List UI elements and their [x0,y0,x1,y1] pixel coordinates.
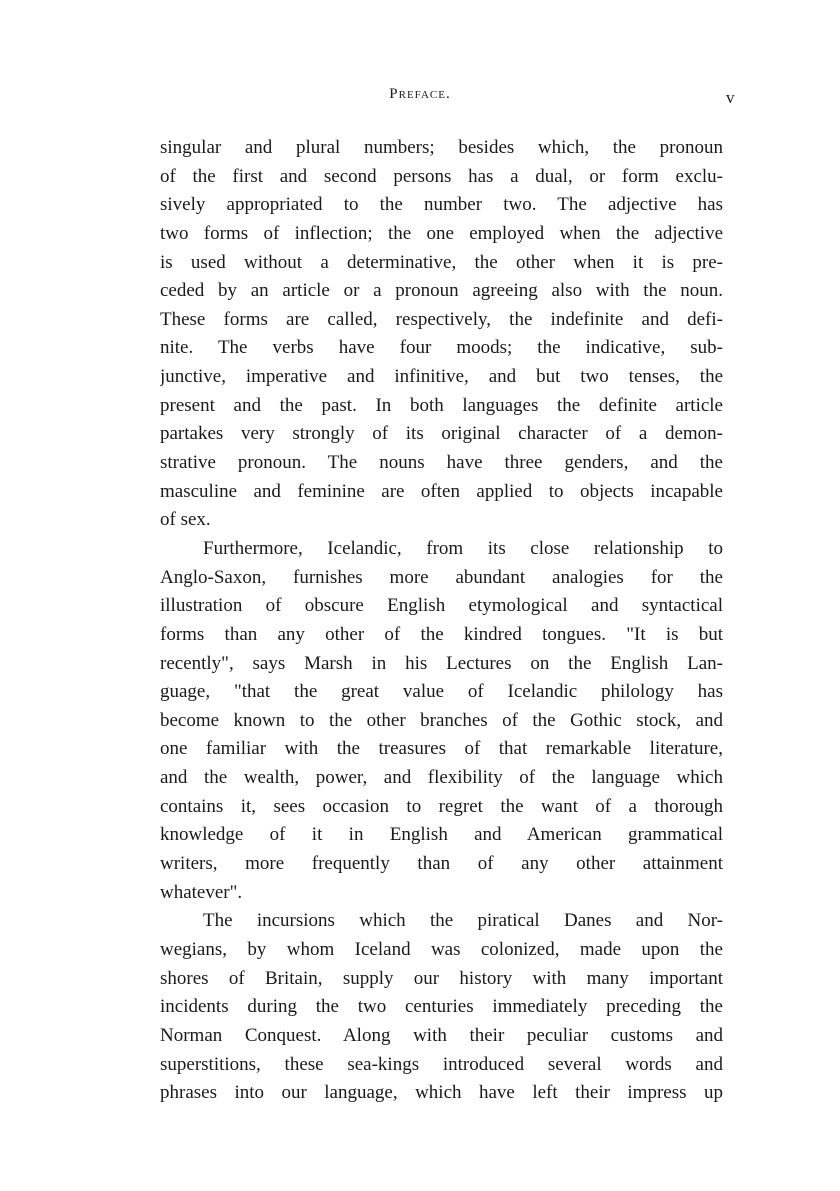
text-line: is used without a determinative, the other when it is pre- [160,251,723,273]
text-line: present and the past. In both languages the definite article [160,394,723,416]
text-line: masculine and feminine are often applied to objects incapable [160,480,723,502]
running-head: Preface. [389,86,451,102]
text-line: writers, more frequently than of any other attainment [160,853,723,875]
text-line: junctive, imperative and infinitive, and but two tenses, the [160,366,723,388]
text-line: incidents during the two centuries immediately preceding the [160,996,723,1018]
text-line: nite. The verbs have four moods; the indicative, sub- [160,337,723,359]
text-line: two forms of inflection; the one employed when the adjective [160,222,723,244]
text-line: partakes very strongly of its original character of a demon- [160,423,723,445]
text-line: The incursions which the piratical Danes and Nor- [203,910,723,932]
text-line: Norman Conquest. Along with their peculiar customs and [160,1024,723,1046]
text-line: illustration of obscure English etymological and syntactical [160,595,723,617]
text-line: wegians, by whom Iceland was colonized, made upon the [160,938,723,960]
text-line: ceded by an article or a pronoun agreeing also with the noun. [160,280,723,302]
text-line: superstitions, these sea-kings introduced several words and [160,1053,723,1075]
text-line: whatever". [160,881,243,903]
text-line: strative pronoun. The nouns have three genders, and the [160,452,723,474]
text-line: shores of Britain, supply our history with many important [160,967,723,989]
text-line: Furthermore, Icelandic, from its close relationship to [203,537,723,559]
text-line: Anglo-Saxon, furnishes more abundant analogies for the [160,566,723,588]
text-line: become known to the other branches of the Gothic stock, and [160,709,723,731]
text-line: phrases into our language, which have left their impress up [160,1082,723,1104]
text-line: of the first and second persons has a dual, or form exclu- [160,165,723,187]
text-line: contains it, sees occasion to regret the want of a thorough [160,795,723,817]
text-line: guage, "that the great value of Icelandic philology has [160,681,723,703]
text-line: forms than any other of the kindred tongues. "It is but [160,623,723,645]
text-line: sively appropriated to the number two. The adjective has [160,194,723,216]
text-line: singular and plural numbers; besides which, the pronoun [160,137,723,158]
text-line: knowledge of it in English and American grammatical [160,824,723,846]
text-line: recently", says Marsh in his Lectures on the English Lan- [160,652,723,674]
text-line: one familiar with the treasures of that remarkable literature, [160,738,723,760]
text-line: These forms are called, respectively, the indefinite and defi- [160,308,723,330]
body-text [160,134,723,1108]
text-line: of sex. [160,509,211,531]
page-number: v [726,88,735,107]
text-line: and the wealth, power, and flexibility of the language which [160,767,723,789]
